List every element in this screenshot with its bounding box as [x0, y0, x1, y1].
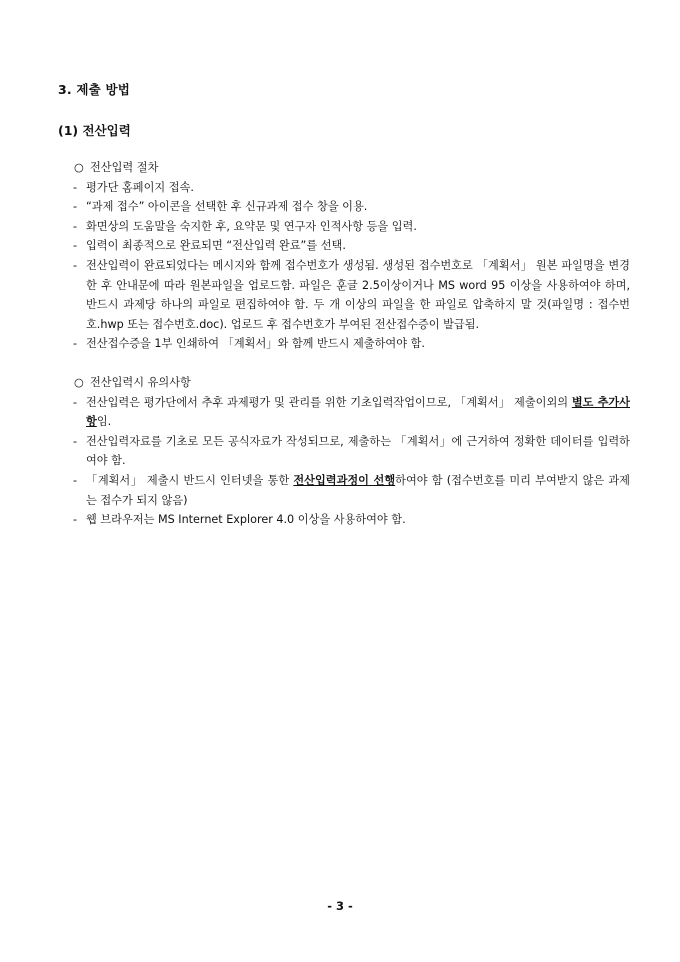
- list-item: [70, 256, 630, 334]
- list-item: [70, 393, 630, 432]
- subsection-title: (1) 전산입력: [58, 123, 131, 138]
- dash-bullet: -: [73, 337, 78, 351]
- list-item: [70, 217, 630, 237]
- list-item-text: [86, 393, 630, 432]
- list-item: [70, 334, 630, 354]
- circle-bullet-icon: ○: [74, 376, 84, 389]
- cautions-section: [70, 373, 630, 530]
- circle-bullet-icon: ○: [74, 161, 84, 174]
- procedure-heading-text: 전산입력 절차: [90, 161, 159, 174]
- dash-bullet: -: [73, 219, 78, 233]
- list-item: [70, 432, 630, 471]
- list-item-text: 웹 브라우저는 MS Internet Explorer 4.0 이상을 사용하여야 함.: [86, 513, 406, 527]
- list-item-text: 전산입력자료를 기초로 모든 공식자료가 작성되므로, 제출하는 「계획서」에 근거하여 정확한 데이터를 입력하여야 함.: [86, 434, 630, 468]
- list-item: [70, 510, 630, 530]
- dash-bullet: -: [73, 434, 78, 448]
- list-item: [70, 236, 630, 256]
- list-item: [70, 471, 630, 510]
- list-item-text: 전산접수증을 1부 인쇄하여 「계획서」와 함께 반드시 제출하여야 함.: [86, 337, 425, 351]
- list-item-text: 입력이 최종적으로 완료되면 “전산입력 완료”를 선택.: [86, 239, 346, 253]
- list-item-text: 평가단 홈페이지 접속.: [86, 180, 194, 194]
- list-item-text: 화면상의 도움말을 숙지한 후, 요약문 및 연구자 인적사항 등을 입력.: [86, 219, 417, 233]
- cautions-heading-text: 전산입력시 유의사항: [90, 376, 191, 389]
- dash-bullet: -: [73, 258, 78, 272]
- section-title: 3. 제출 방법: [58, 82, 131, 97]
- dash-bullet: -: [73, 180, 78, 194]
- list-item-text-part: 「계획서」 제출시 반드시 인터넷을 통한: [86, 473, 294, 487]
- list-item: [70, 197, 630, 217]
- list-item-text: “과제 접수” 아이콘을 선택한 후 신규과제 접수 창을 이용.: [86, 200, 368, 214]
- dash-bullet: -: [73, 513, 78, 527]
- procedure-heading: [70, 158, 630, 178]
- list-item-text: [86, 471, 630, 510]
- page-number: - 3 -: [327, 899, 353, 913]
- dash-bullet: -: [73, 395, 78, 409]
- list-item-text: 전산입력이 완료되었다는 메시지와 함께 접수번호가 생성됨. 생성된 접수번호로 「계획서」 원본 파일명을 변경한 후 안내문에 따라 원본파일을 업로드함. 파일은 훈글 2.5이상이거나 MS word 95 이상을 사용하여야 하며, 반드시 과제당 하나의 파일로 편집하여야 함. 두 개 이상의 파일을 한 파일로 압축하지 말 것(파일명 : 접수번호.hwp 또는 접수번호.doc). 업로드 후 접수번호가 부여된 전산접수증이 발급됨.: [86, 258, 630, 331]
- procedure-section: [70, 158, 630, 354]
- list-item-text-part: 전산입력은 평가단에서 추후 과제평가 및 관리를 위한 기초입력작업이므로, 「계획서」 제출이외의: [86, 395, 572, 409]
- list-item-text-part: 하여야 함 (접수번호를 미리 부여받지 않은 과제는 접수가 되지 않음): [86, 473, 630, 507]
- list-item: [70, 178, 630, 198]
- dash-bullet: -: [73, 239, 78, 253]
- cautions-heading: [70, 373, 630, 393]
- emphasized-text: 전산입력과정이 선행: [293, 473, 396, 487]
- dash-bullet: -: [73, 473, 78, 487]
- dash-bullet: -: [73, 200, 78, 214]
- emphasized-text: 별도 추가사항: [86, 395, 630, 429]
- list-item-text-part: 임.: [96, 415, 112, 429]
